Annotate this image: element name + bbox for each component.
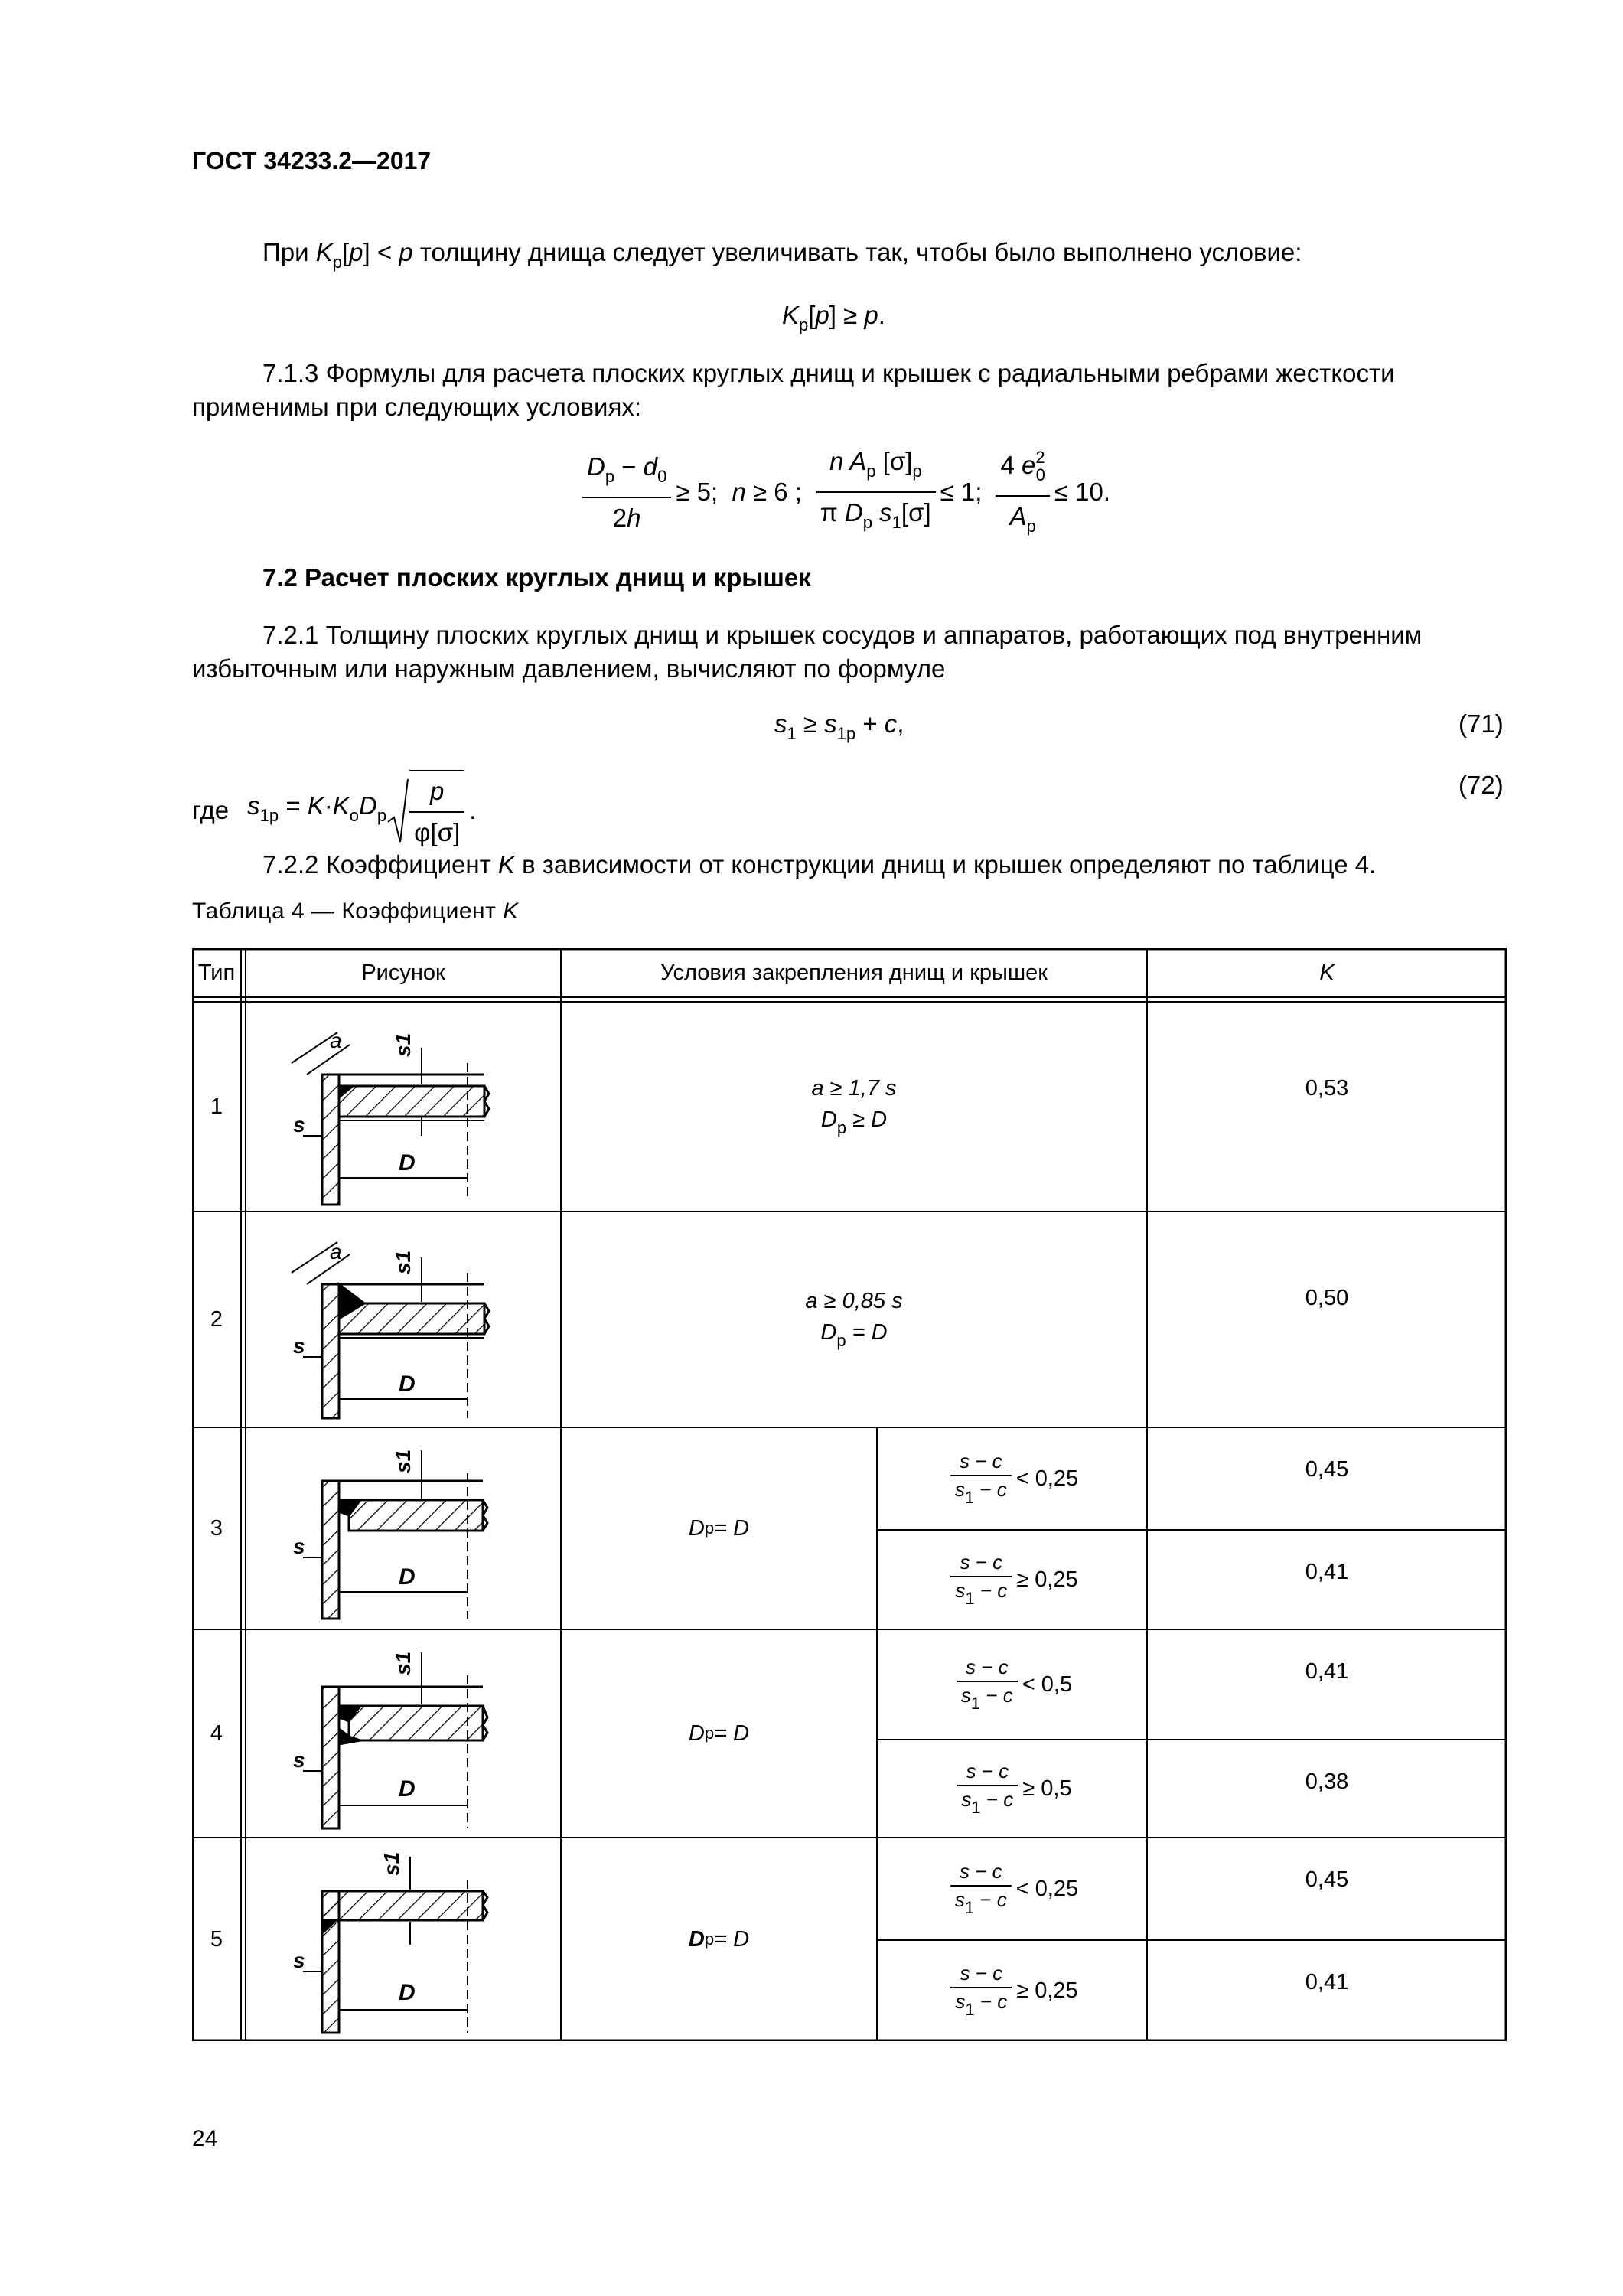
- section-title-72: 7.2 Расчет плоских круглых днищ и крышек: [262, 563, 811, 592]
- figure-type5: [246, 1838, 561, 2041]
- fig2-label-D: D: [399, 1371, 416, 1397]
- figure-type4: [246, 1629, 561, 1838]
- fig3-label-s1: s1: [391, 1449, 415, 1473]
- row4-sub2-k: 0,38: [1305, 1769, 1349, 1794]
- fig3-label-s: s: [293, 1534, 305, 1558]
- clause-721-line1: 7.2.1 Толщину плоских круглых днищ и крышек сосудов и аппаратов, работающих под внутренним: [262, 621, 1423, 649]
- fig2-label-a: a: [330, 1240, 342, 1264]
- eq-number-71: (71): [1458, 709, 1504, 738]
- clause-721-line2: избыточным или наружным давлением, вычисляют по формуле: [192, 654, 946, 683]
- row2-conditions: a ≥ 0,85 s $D_p = D$: [805, 1288, 903, 1350]
- coefficient-table: [192, 948, 1507, 2041]
- header-k: K: [1319, 960, 1335, 985]
- document-header: ГОСТ 34233.2—2017: [192, 147, 432, 174]
- intro-paragraph: При $K_p[p] < p$ толщину днища следует увеличивать так, чтобы было выполнено условие:: [262, 238, 1302, 272]
- row3-sub2-k: 0,41: [1305, 1559, 1349, 1584]
- row1-conditions: a ≥ 1,7 s $D_p \ge D$: [811, 1075, 897, 1137]
- row4-sub2-condition: $\frac{s - c}{s_1 - c}$ ≥ 0,5: [877, 1740, 1147, 1838]
- header-conditions: Условия закрепления днищ и крышек: [660, 960, 1048, 985]
- row3-type: 3: [210, 1515, 223, 1541]
- fig5-label-D: D: [399, 1980, 416, 2005]
- fig5-label-s1: s1: [380, 1851, 403, 1876]
- row4-sub1-k: 0,41: [1305, 1658, 1349, 1684]
- row3-sub2-condition: $\frac{s - c}{s_1 - c}$ ≥ 0,25: [877, 1530, 1147, 1629]
- row3-conditions: D p = D: [688, 1515, 750, 1541]
- fig3-label-D: D: [399, 1564, 416, 1590]
- row5-sub2-condition: $\frac{s - c}{s_1 - c}$ ≥ 0,25: [877, 1940, 1147, 2041]
- page-number: 24: [192, 2126, 218, 2151]
- fig2-label-s1: s1: [391, 1250, 415, 1274]
- row5-sub1-condition: $\frac{s - c}{s_1 - c}$ < 0,25: [877, 1838, 1147, 1940]
- clause-713-line2: применимы при следующих условиях:: [192, 393, 642, 421]
- formula-71: $s_1 \ge s_{1p} + c$,: [774, 709, 904, 743]
- sqrt-icon: [386, 776, 409, 845]
- fig4-label-s: s: [293, 1748, 305, 1772]
- header-figure: Рисунок: [361, 960, 445, 985]
- header-type: Тип: [197, 960, 236, 985]
- figure-type3: [246, 1427, 561, 1629]
- table-caption: Таблица 4 — Коэффициент K: [192, 899, 519, 924]
- fig4-label-D: D: [399, 1776, 416, 1802]
- row4-type: 4: [210, 1720, 223, 1746]
- clause-722: 7.2.2 Коэффициент K в зависимости от конструкции днищ и крышек определяют по таблице 4.: [262, 850, 1377, 879]
- formula-72: где $s_{1p} = K\cdot K_oD_p$ $\frac{p}{\varphi[\sigma]}$ .: [192, 770, 476, 851]
- row4-conditions: D p = D: [688, 1720, 750, 1746]
- row4-sub1-condition: $\frac{s - c}{s_1 - c}$ < 0,5: [877, 1629, 1147, 1740]
- row5-sub2-k: 0,41: [1305, 1969, 1349, 1994]
- row5-conditions: D p = D: [688, 1926, 750, 1952]
- figure-type2: [246, 1212, 561, 1427]
- fig1-label-s1: s1: [391, 1032, 415, 1057]
- fig1-label-a: a: [330, 1029, 342, 1052]
- eq-number-72: (72): [1458, 771, 1504, 799]
- clause-713-line1: 7.1.3 Формулы для расчета плоских круглых днищ и крышек с радиальными ребрами жесткости: [262, 359, 1395, 387]
- fig4-label-s1: s1: [391, 1651, 415, 1675]
- condition-formula: $K_p[p] \ge p$.: [782, 301, 885, 334]
- row5-type: 5: [210, 1926, 223, 1952]
- row3-sub1-condition: $\frac{s - c}{s_1 - c}$ < 0,25: [877, 1427, 1147, 1530]
- fig1-label-D: D: [399, 1150, 416, 1176]
- conditions-formula: $\frac{D_p - d_0}{2h}$ ≥ 5; n ≥ 6 ; $\frac{n A_p [\sigma]_p}{\pi D_p s_1[\sigma]}$ ≤ 1; $\frac{4 e^2_0}{A_p}$ ≤ 10.: [578, 439, 1110, 545]
- fig1-label-s: s: [293, 1113, 305, 1137]
- fig2-label-s: s: [293, 1334, 305, 1358]
- row5-sub1-k: 0,45: [1305, 1867, 1349, 1892]
- row3-sub1-k: 0,45: [1305, 1456, 1349, 1482]
- figure-type1: [246, 1002, 561, 1212]
- fig5-label-s: s: [293, 1949, 305, 1972]
- row2-type: 2: [210, 1306, 223, 1332]
- row2-k: 0,50: [1305, 1286, 1349, 1310]
- row1-type: 1: [210, 1094, 223, 1119]
- row1-k: 0,53: [1305, 1076, 1349, 1101]
